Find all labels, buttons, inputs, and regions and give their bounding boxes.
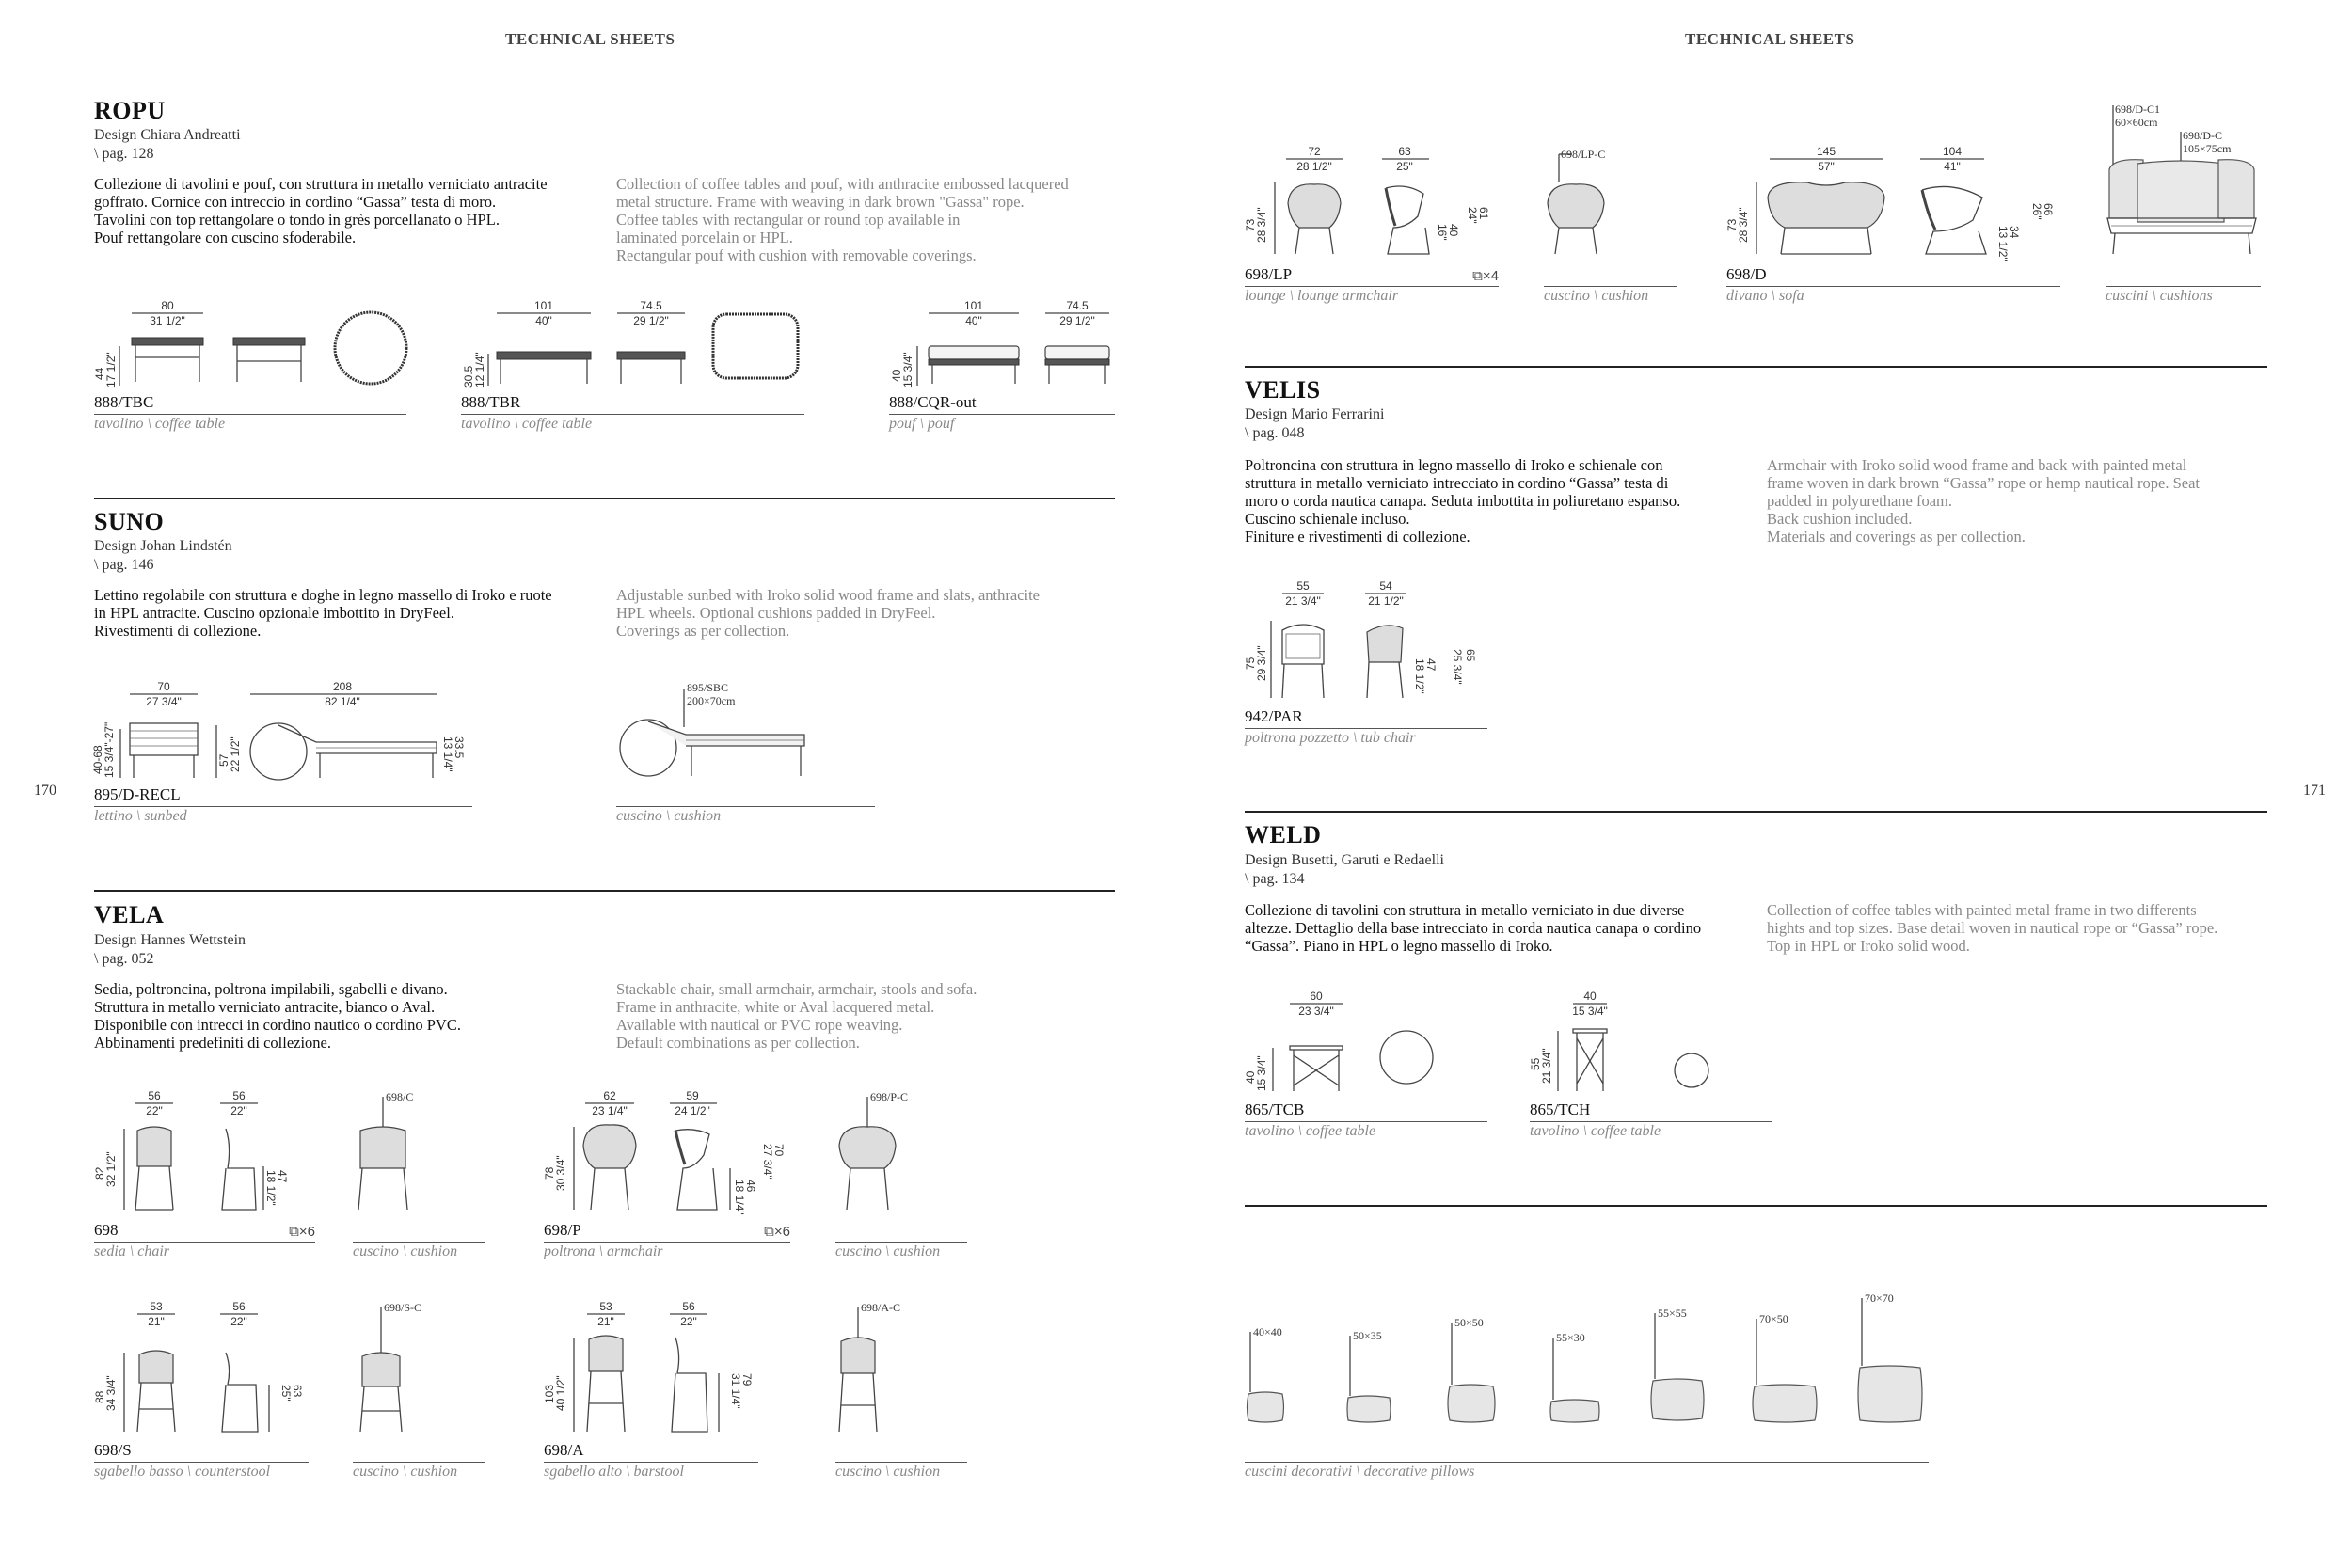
svg-text:56: 56: [232, 1089, 246, 1102]
product-name: cuscino \ cushion: [1544, 288, 1649, 304]
product-code: 888/TBC: [94, 393, 154, 411]
product-drawing: [835, 1300, 967, 1441]
svg-text:28 3/4": 28 3/4": [1737, 207, 1750, 243]
svg-text:698/A-C: 698/A-C: [861, 1301, 900, 1314]
product-name: cuscino \ cushion: [353, 1464, 458, 1480]
product-name: divano \ sofa: [1726, 288, 1804, 304]
svg-text:41": 41": [1944, 160, 1961, 173]
svg-text:27 3/4": 27 3/4": [761, 1144, 774, 1180]
description-it-ropu: Collezione di tavolini e pouf, con struttura in metallo verniciato antracite goffrato. Cornice con intreccio in cordino “Gassa” testa di moro. Tavolini con top rettangolare o tondo in grès porcellanato o HPL. Pouf rettangolare con cuscino sfoderabile.: [94, 175, 548, 246]
product-888-tbr[interactable]: [461, 299, 804, 433]
product-698-lp-c[interactable]: [1544, 145, 1677, 305]
stack-icon: ⧉: [289, 1224, 299, 1240]
svg-text:23 1/4": 23 1/4": [592, 1104, 628, 1117]
svg-text:40: 40: [1447, 224, 1460, 237]
product-888-cqr-out[interactable]: [889, 299, 1115, 433]
item-rule: [1726, 286, 2060, 287]
svg-text:22": 22": [680, 1315, 697, 1328]
svg-text:74.5: 74.5: [640, 299, 662, 312]
product-name: sgabello basso \ counterstool: [94, 1464, 271, 1480]
product-name: poltrona \ armchair: [544, 1243, 663, 1259]
product-drawing: [1245, 579, 1487, 707]
svg-text:53: 53: [150, 1300, 163, 1313]
description-it-weld: Collezione di tavolini con struttura in metallo verniciato in due diverse altezze. Dettaglio della base intrecciato in corda nautica canapa o cordino “Gassa”. Piano in HPL o legno massello di Iroko.: [1245, 901, 1702, 955]
product-698-p-c[interactable]: [835, 1087, 967, 1260]
product-code: 698/LP: [1245, 265, 1293, 283]
product-698-d-c[interactable]: [2106, 102, 2261, 305]
svg-text:55×55: 55×55: [1658, 1307, 1687, 1320]
svg-text:25 3/4": 25 3/4": [1451, 649, 1464, 685]
svg-text:698/D-C: 698/D-C: [2183, 129, 2222, 142]
svg-text:40: 40: [1244, 1070, 1257, 1084]
svg-text:15 3/4": 15 3/4": [901, 352, 914, 388]
svg-text:50×50: 50×50: [1454, 1316, 1484, 1329]
svg-text:15 3/4": 15 3/4": [1572, 1005, 1608, 1018]
pillow-50x35: [1347, 1329, 1391, 1422]
stackable-badge: ⧉×6: [764, 1224, 790, 1240]
product-drawing: [1245, 145, 1499, 265]
product-698-c[interactable]: [353, 1087, 485, 1260]
product-name: cuscino \ cushion: [835, 1464, 941, 1480]
pillow-70x70: [1858, 1291, 1922, 1422]
svg-text:44: 44: [93, 367, 106, 380]
svg-text:30 3/4": 30 3/4": [554, 1155, 567, 1191]
svg-text:25": 25": [279, 1385, 293, 1402]
pillows-drawing: [1245, 1291, 1929, 1441]
svg-text:70: 70: [772, 1144, 786, 1157]
item-rule: [1245, 1121, 1487, 1122]
item-rule: [835, 1242, 967, 1243]
product-code: 888/CQR-out: [889, 393, 977, 411]
svg-text:18 1/4": 18 1/4": [733, 1180, 746, 1215]
section-title-weld: WELD: [1245, 821, 1322, 848]
svg-text:46: 46: [744, 1180, 757, 1193]
product-drawing: [94, 1300, 309, 1441]
item-rule: [544, 1462, 758, 1463]
running-header-right: TECHNICAL SHEETS: [1685, 30, 1855, 48]
section-divider: [1245, 811, 2267, 813]
svg-text:34: 34: [2008, 226, 2021, 239]
page-ref-velis[interactable]: \ pag. 048: [1245, 425, 1305, 441]
product-name: sedia \ chair: [94, 1243, 169, 1259]
svg-text:15 3/4": 15 3/4": [1255, 1055, 1268, 1091]
item-rule: [1530, 1121, 1772, 1122]
svg-text:27 3/4": 27 3/4": [146, 695, 182, 708]
svg-text:25": 25": [1396, 160, 1413, 173]
page-ref-weld[interactable]: \ pag. 134: [1245, 871, 1305, 887]
product-name: tavolino \ coffee table: [461, 416, 593, 432]
svg-text:40 1/2": 40 1/2": [554, 1375, 567, 1411]
svg-text:40": 40": [535, 314, 552, 327]
pillow-40x40: [1248, 1325, 1284, 1422]
svg-text:18 1/2": 18 1/2": [1413, 658, 1426, 694]
section-title-suno: SUNO: [94, 508, 165, 535]
svg-text:79: 79: [740, 1373, 754, 1386]
description-it-velis: Poltroncina con struttura in legno massello di Iroko e schienale con struttura in metallo verniciato intrecciato in cordino “Gassa” testa di moro o corda nautica canapa. Seduta imbottita in poliuretano espanso. Cuscino schienale incluso. Finiture e rivestimenti di collezione.: [1245, 456, 1681, 546]
svg-text:895/SBC: 895/SBC: [687, 681, 729, 694]
svg-text:12 1/4": 12 1/4": [473, 352, 486, 388]
svg-text:40-68: 40-68: [91, 745, 104, 774]
page-number-right: 171: [2303, 783, 2326, 799]
page-ref-suno[interactable]: \ pag. 146: [94, 557, 154, 573]
svg-text:54: 54: [1379, 579, 1392, 593]
item-rule: [94, 1242, 315, 1243]
svg-text:31 1/2": 31 1/2": [150, 314, 185, 327]
svg-text:16": 16": [1436, 224, 1449, 241]
product-drawing: [835, 1089, 967, 1221]
product-name: poltrona pozzetto \ tub chair: [1245, 730, 1416, 746]
description-en-ropu: Collection of coffee tables and pouf, with anthracite embossed lacquered metal structure. Frame with weaving in dark brown "Gassa" rope. Coffee tables with rectangular or round top available in laminated porcelain or HPL. Rectangular pouf with cushion with removable coverings.: [616, 175, 1069, 264]
product-drawing: [2106, 102, 2261, 265]
section-divider: [94, 890, 1115, 892]
svg-text:698/S-C: 698/S-C: [384, 1301, 422, 1314]
pillow-50x50: [1448, 1316, 1495, 1422]
product-drawing: [94, 1089, 315, 1221]
svg-text:698/LP-C: 698/LP-C: [1561, 148, 1606, 161]
svg-text:57: 57: [217, 753, 230, 767]
svg-text:24": 24": [1466, 207, 1479, 224]
svg-text:24 1/2": 24 1/2": [675, 1104, 710, 1117]
item-rule: [1544, 286, 1677, 287]
page-ref-ropu[interactable]: \ pag. 128: [94, 146, 154, 162]
running-header-left: TECHNICAL SHEETS: [505, 30, 675, 48]
pillow-55x55: [1651, 1307, 1704, 1420]
designer-velis: Design Mario Ferrarini: [1245, 406, 1385, 422]
svg-text:53: 53: [599, 1300, 612, 1313]
svg-text:40": 40": [965, 314, 982, 327]
svg-text:29 3/4": 29 3/4": [1255, 645, 1268, 681]
svg-text:73: 73: [1244, 218, 1257, 231]
item-rule: [1245, 286, 1499, 287]
item-rule: [835, 1462, 967, 1463]
description-it-suno: Lettino regolabile con struttura e doghe in legno massello di Iroko e ruote in HPL antracite. Cuscino opzionale imbottito in DryFeel. Rivestimenti di collezione.: [94, 586, 552, 640]
description-en-suno: Adjustable sunbed with Iroko solid wood frame and slats, anthracite HPL wheels. Optional cushions padded in DryFeel. Coverings as per collection.: [616, 586, 1040, 640]
svg-text:698/C: 698/C: [386, 1090, 414, 1103]
product-698-d[interactable]: [1726, 145, 2060, 305]
item-rule: [94, 414, 406, 415]
svg-text:22 1/2": 22 1/2": [229, 736, 242, 772]
stack-icon: ⧉: [1472, 268, 1483, 284]
item-rule: [353, 1242, 485, 1243]
svg-text:21 3/4": 21 3/4": [1285, 594, 1321, 608]
section-title-velis: VELIS: [1245, 376, 1321, 404]
svg-text:75: 75: [1244, 657, 1257, 670]
product-drawing: [353, 1089, 485, 1221]
svg-text:61: 61: [1477, 207, 1490, 220]
section-title-ropu: ROPU: [94, 97, 166, 124]
svg-text:21": 21": [597, 1315, 614, 1328]
product-drawing: [1544, 145, 1677, 265]
item-rule: [1245, 728, 1487, 729]
svg-text:28 1/2": 28 1/2": [1296, 160, 1332, 173]
svg-text:34 3/4": 34 3/4": [104, 1375, 118, 1411]
svg-text:103: 103: [543, 1384, 556, 1403]
svg-text:55: 55: [1296, 579, 1310, 593]
pillow-70x50: [1753, 1312, 1817, 1422]
product-code: 888/TBR: [461, 393, 521, 411]
section-divider: [1245, 1205, 2267, 1207]
description-en-velis: Armchair with Iroko solid wood frame and back with painted metal frame woven in dark brown “Gassa” rope or hemp nautical rope. Seat padded in polyurethane foam. Back cushion included. Materials and coverings as per collection.: [1767, 456, 2200, 546]
product-code: 895/D-RECL: [94, 785, 181, 803]
svg-text:101: 101: [963, 299, 984, 312]
product-name: tavolino \ coffee table: [1245, 1123, 1376, 1139]
svg-text:32 1/2": 32 1/2": [104, 1151, 118, 1187]
svg-text:40×40: 40×40: [1253, 1325, 1282, 1338]
designer-ropu: Design Chiara Andreatti: [94, 127, 241, 143]
product-drawing: [94, 299, 405, 393]
product-drawing: [616, 680, 875, 785]
product-865-tch[interactable]: [1530, 990, 1772, 1140]
product-drawing: [889, 299, 1115, 393]
page-ref-vela[interactable]: \ pag. 052: [94, 951, 154, 967]
svg-text:17 1/2": 17 1/2": [104, 352, 118, 388]
product-name: cuscini \ cushions: [2106, 288, 2213, 304]
svg-text:200×70cm: 200×70cm: [687, 694, 736, 707]
product-code: 698/S: [94, 1441, 132, 1459]
svg-text:59: 59: [686, 1089, 699, 1102]
product-name: cuscino \ cushion: [616, 808, 722, 824]
svg-text:145: 145: [1816, 145, 1836, 158]
designer-vela: Design Hannes Wettstein: [94, 932, 246, 948]
product-code: 865/TCB: [1245, 1101, 1305, 1118]
svg-text:73: 73: [1725, 218, 1739, 231]
svg-text:60: 60: [1310, 990, 1323, 1003]
pillow-55x30: [1550, 1331, 1599, 1422]
svg-text:47: 47: [276, 1170, 289, 1183]
stackable-badge: ⧉×4: [1472, 268, 1499, 284]
svg-text:208: 208: [332, 680, 353, 693]
product-895-d-recl[interactable]: [91, 674, 472, 825]
section-divider: [1245, 366, 2267, 368]
item-rule: [353, 1462, 485, 1463]
item-rule: [544, 1242, 790, 1243]
item-rule: [461, 414, 804, 415]
svg-text:63: 63: [1398, 145, 1411, 158]
svg-text:29 1/2": 29 1/2": [633, 314, 669, 327]
svg-text:21": 21": [148, 1315, 165, 1328]
svg-text:56: 56: [682, 1300, 695, 1313]
product-888-tbc[interactable]: [94, 299, 406, 433]
product-698-a-c[interactable]: [835, 1300, 967, 1481]
svg-text:28 3/4": 28 3/4": [1255, 207, 1268, 243]
product-drawing: [1530, 990, 1772, 1101]
svg-text:13 1/2": 13 1/2": [1996, 226, 2010, 261]
svg-text:29 1/2": 29 1/2": [1059, 314, 1095, 327]
item-rule: [94, 1462, 309, 1463]
svg-text:74.5: 74.5: [1066, 299, 1089, 312]
description-en-vela: Stackable chair, small armchair, armchair, stools and sofa. Frame in anthracite, white or Aval lacquered metal. Available with nautical or PVC rope weaving. Default combinations as per collection.: [616, 980, 977, 1052]
svg-text:72: 72: [1308, 145, 1321, 158]
designer-suno: Design Johan Lindstén: [94, 538, 232, 554]
product-698-s[interactable]: [94, 1300, 309, 1481]
svg-text:22": 22": [230, 1104, 247, 1117]
product-drawing: [1245, 990, 1487, 1101]
item-rule: [616, 806, 875, 807]
svg-text:104: 104: [1942, 145, 1963, 158]
product-name: tavolino \ coffee table: [1530, 1123, 1661, 1139]
description-it-vela: Sedia, poltroncina, poltrona impilabili, sgabelli e divano. Struttura in metallo verniciato antracite, bianco o Aval. Disponibile con intrecci in cordino nautico o cordino PVC. Abbinamenti predefiniti di collezione.: [94, 980, 461, 1052]
svg-text:63: 63: [291, 1385, 304, 1398]
section-divider: [94, 498, 1115, 499]
product-698-p[interactable]: [544, 1087, 790, 1260]
product-drawing: [461, 299, 804, 393]
svg-text:105×75cm: 105×75cm: [2183, 142, 2232, 155]
svg-text:21 3/4": 21 3/4": [1540, 1048, 1553, 1084]
svg-text:47: 47: [1424, 658, 1438, 672]
product-drawing: [353, 1300, 485, 1441]
svg-text:31 1/4": 31 1/4": [729, 1373, 742, 1409]
item-rule: [94, 806, 472, 807]
product-code: 698/A: [544, 1441, 584, 1459]
svg-text:101: 101: [533, 299, 554, 312]
item-rule: [1245, 1462, 1929, 1463]
svg-text:33.5: 33.5: [453, 736, 466, 759]
product-name: lettino \ sunbed: [94, 808, 187, 824]
svg-text:55×30: 55×30: [1556, 1331, 1585, 1344]
svg-text:60×60cm: 60×60cm: [2115, 116, 2158, 129]
product-drawing: [1726, 145, 2060, 265]
svg-text:70×50: 70×50: [1759, 1312, 1788, 1325]
product-942-par[interactable]: [1245, 579, 1487, 747]
page-number-left: 170: [34, 783, 56, 799]
product-name: sgabello alto \ barstool: [544, 1464, 684, 1480]
product-name: lounge \ lounge armchair: [1245, 288, 1399, 304]
svg-text:82 1/4": 82 1/4": [325, 695, 360, 708]
section-title-vela: VELA: [94, 901, 165, 928]
product-698-a[interactable]: [544, 1300, 758, 1481]
stackable-badge: ⧉×6: [289, 1224, 315, 1240]
svg-text:50×35: 50×35: [1353, 1329, 1382, 1342]
description-en-weld: Collection of coffee tables with painted metal frame in two differents hights and top sizes. Base detail woven in nautical rope or “Gassa” rope. Top in HPL or Iroko solid wood.: [1767, 901, 2218, 955]
svg-text:698/D-C1: 698/D-C1: [2115, 103, 2160, 116]
product-name: cuscino \ cushion: [353, 1243, 458, 1259]
product-name: cuscini decorativi \ decorative pillows: [1245, 1464, 1475, 1480]
item-rule: [889, 414, 1115, 415]
svg-text:55: 55: [1529, 1057, 1542, 1070]
svg-text:698/P-C: 698/P-C: [870, 1090, 909, 1103]
svg-text:22": 22": [230, 1315, 247, 1328]
product-code: 698/D: [1726, 265, 1767, 283]
product-895-sbc[interactable]: [616, 674, 875, 825]
svg-text:40: 40: [1583, 990, 1597, 1003]
svg-text:70×70: 70×70: [1865, 1291, 1894, 1305]
svg-text:30.5: 30.5: [462, 365, 475, 388]
product-name: pouf \ pouf: [889, 416, 955, 432]
svg-text:23 3/4": 23 3/4": [1298, 1005, 1334, 1018]
product-code: 865/TCH: [1530, 1101, 1591, 1118]
product-name: tavolino \ coffee table: [94, 416, 226, 432]
product-865-tcb[interactable]: [1245, 990, 1487, 1140]
svg-text:66: 66: [2042, 203, 2055, 216]
svg-text:21 1/2": 21 1/2": [1368, 594, 1404, 608]
product-drawing: [91, 680, 470, 785]
svg-text:15 3/4"-27": 15 3/4"-27": [103, 721, 116, 778]
designer-weld: Design Busetti, Garuti e Redaelli: [1245, 852, 1444, 868]
svg-text:80: 80: [161, 299, 174, 312]
svg-text:82: 82: [93, 1166, 106, 1180]
svg-text:40: 40: [890, 369, 903, 382]
svg-text:88: 88: [93, 1390, 106, 1403]
svg-text:18 1/2": 18 1/2": [264, 1170, 278, 1206]
product-drawing: [544, 1089, 790, 1221]
svg-text:56: 56: [148, 1089, 161, 1102]
svg-text:26": 26": [2030, 203, 2043, 220]
svg-text:13 1/4": 13 1/4": [441, 736, 454, 772]
svg-text:57": 57": [1818, 160, 1835, 173]
product-code: 942/PAR: [1245, 707, 1303, 725]
stack-icon: ⧉: [764, 1224, 774, 1240]
svg-text:65: 65: [1464, 649, 1477, 662]
product-code: 698: [94, 1221, 119, 1239]
item-rule: [2106, 286, 2261, 287]
product-decorative-pillows[interactable]: [1245, 1291, 1929, 1481]
svg-text:78: 78: [543, 1166, 556, 1180]
svg-text:62: 62: [603, 1089, 616, 1102]
svg-text:70: 70: [157, 680, 170, 693]
svg-text:22": 22": [146, 1104, 163, 1117]
svg-text:56: 56: [232, 1300, 246, 1313]
product-698-s-c[interactable]: [353, 1300, 485, 1481]
product-698[interactable]: [94, 1087, 315, 1260]
product-code: 698/P: [544, 1221, 581, 1239]
product-name: cuscino \ cushion: [835, 1243, 941, 1259]
product-698-lp[interactable]: [1245, 145, 1499, 305]
product-drawing: [544, 1300, 758, 1441]
